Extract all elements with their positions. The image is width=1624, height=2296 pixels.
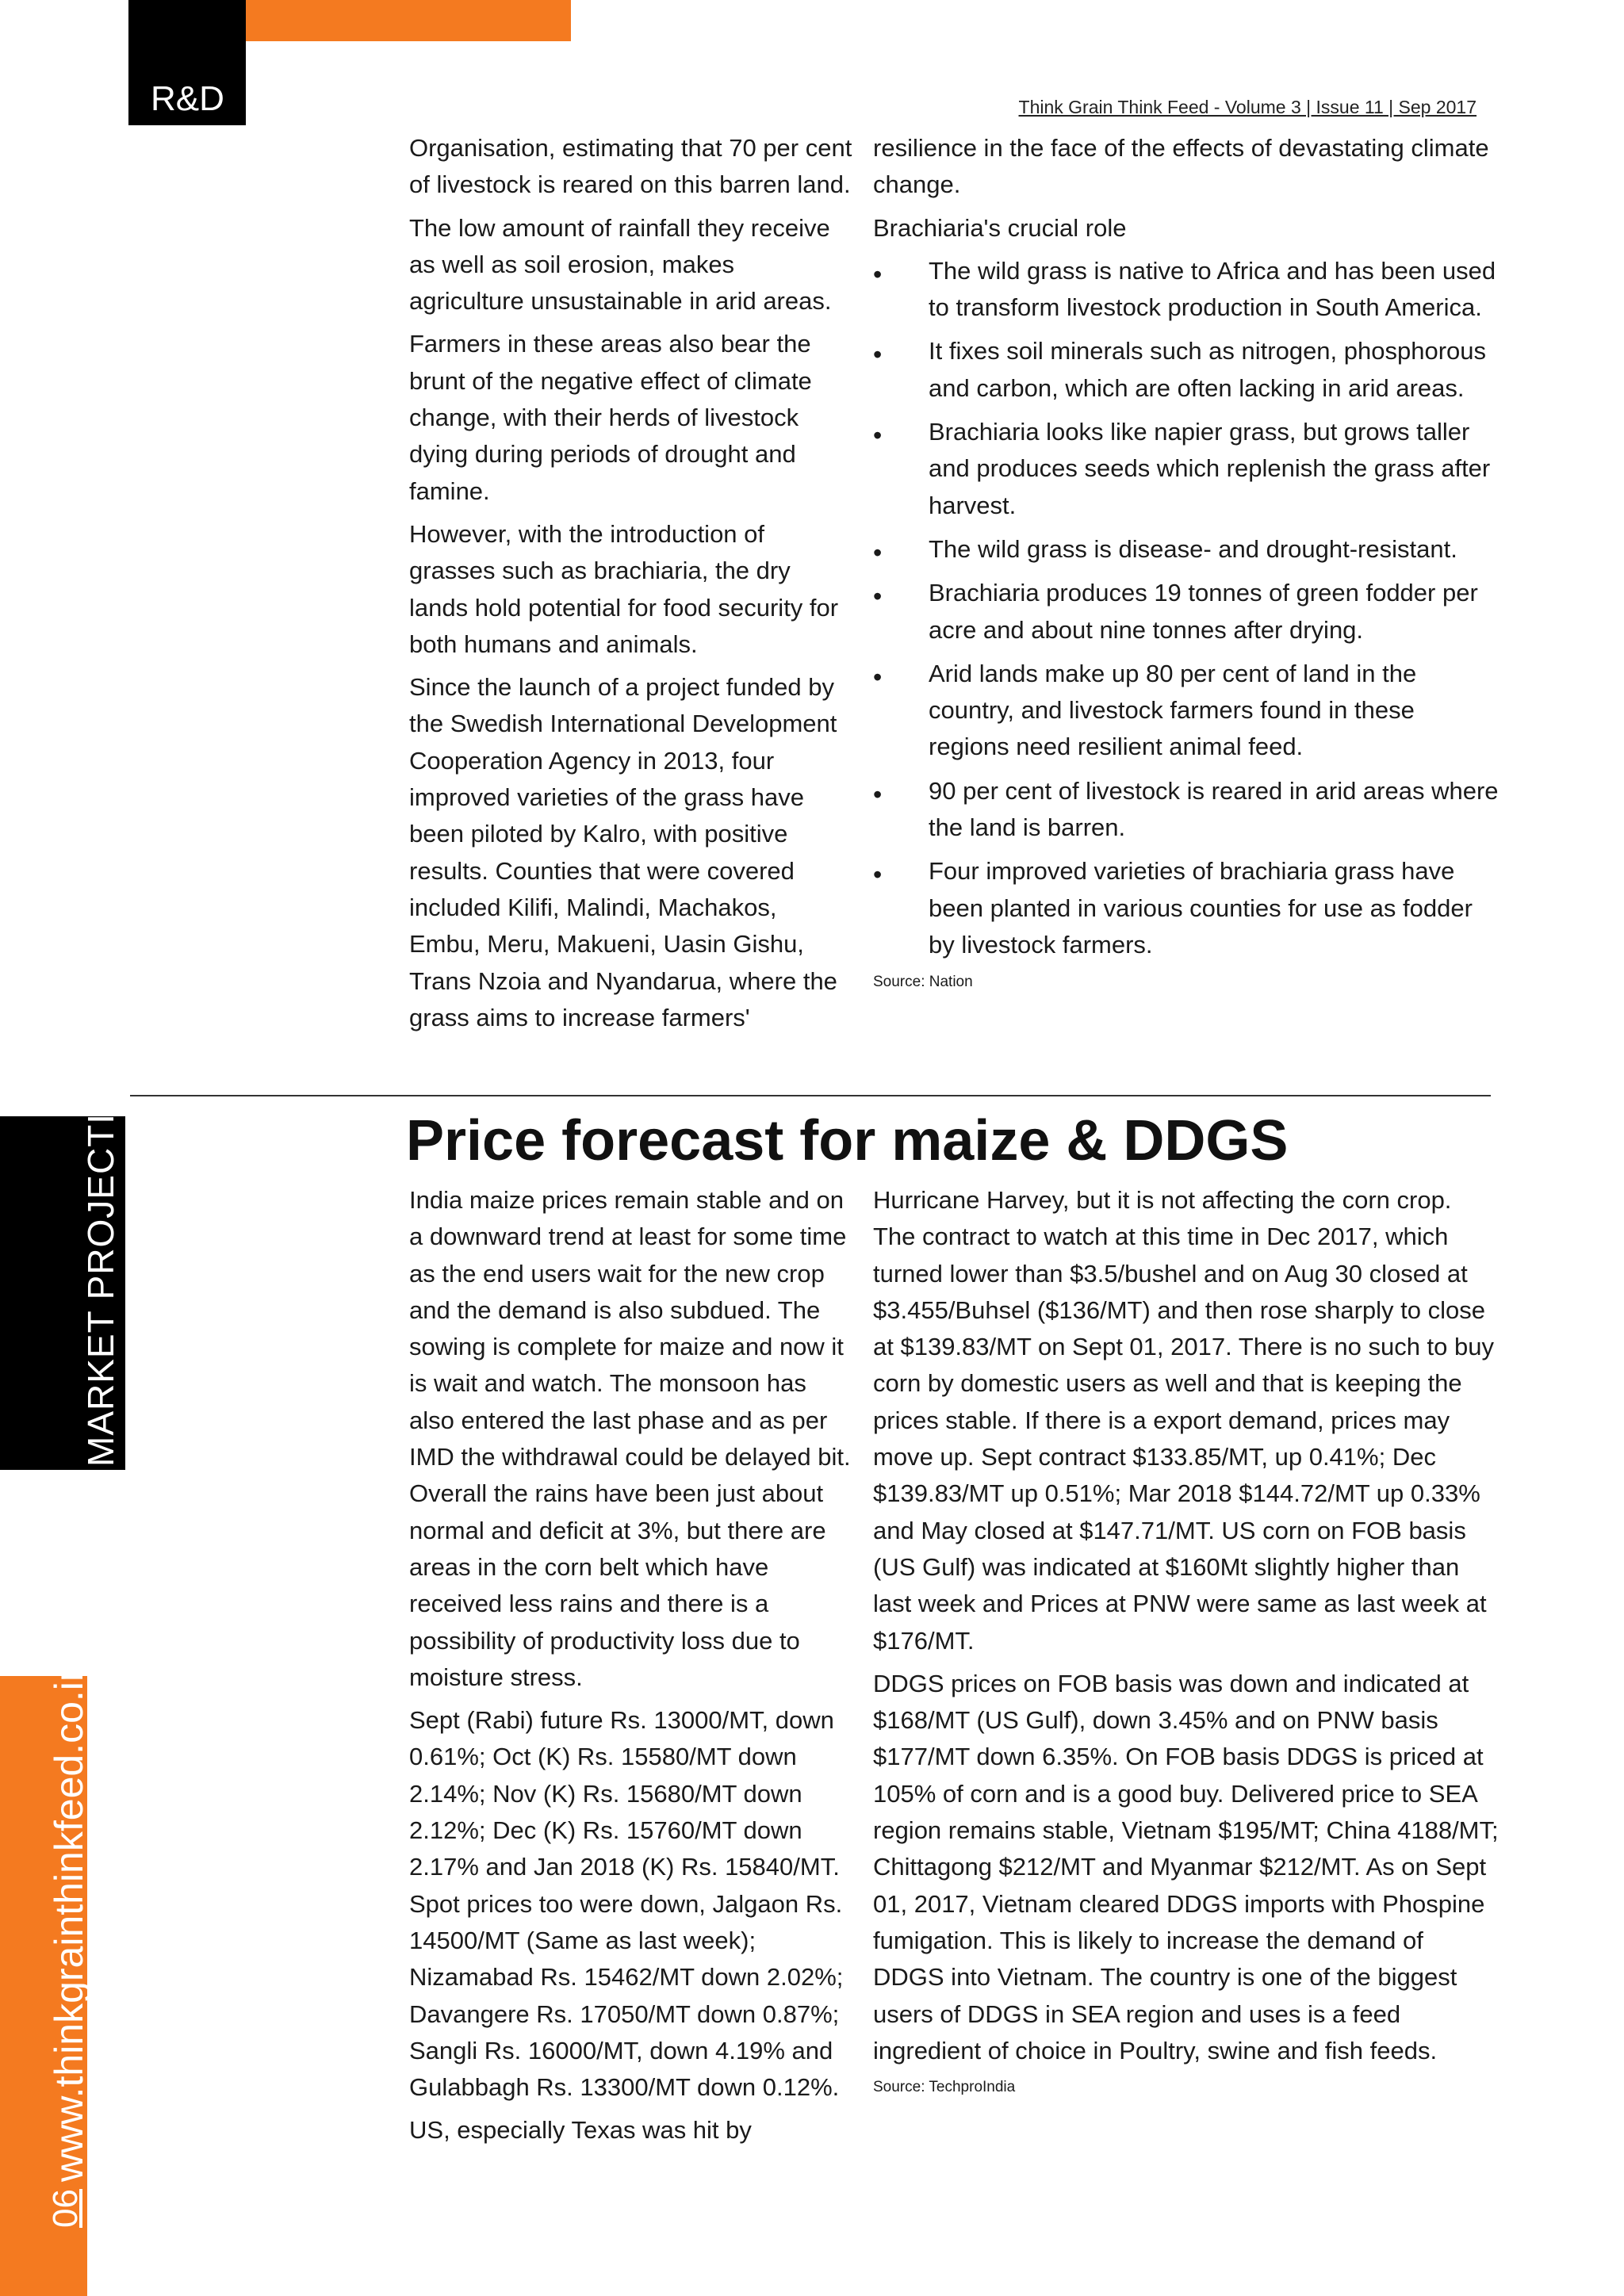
- article1-left-column: [409, 130, 853, 1043]
- issue-header: Think Grain Think Feed - Volume 3 | Issue 11 | Sep 2017: [1018, 97, 1477, 117]
- list-item: • Brachiaria produces 19 tonnes of green fodder per acre and about nine tonnes after drying.: [873, 575, 1500, 649]
- section-divider: [130, 1095, 1491, 1096]
- paragraph: Farmers in these areas also bear the brunt of the negative effect of climate change, with their herds of livestock dying during periods of drought and famine.: [409, 330, 812, 505]
- paragraph: Since the launch of a project funded by the Swedish International Development Cooperation Agency in 2013, four improved varieties of the grass have been piloted by Kalro, with positive results. Counties that were covered included Kilifi, Malindi, Machakos, Embu, Meru, Makueni, Uasin Gishu, Trans Nzoia and Nyandarua, where the grass aims to increase farmers': [409, 673, 837, 1031]
- paragraph: Sept (Rabi) future Rs. 13000/MT, down 0.61%; Oct (K) Rs. 15580/MT down 2.14%; Nov (K) Rs. 15680/MT down 2.12%; Dec (K) Rs. 15760/MT down 2.17% and Jan 2018 (K) Rs. 15840/MT. Spot prices too were down, Jalgaon Rs. 14500/MT (Same as last week); Nizamabad Rs. 15462/MT down 2.02%; Davangere Rs. 17050/MT down 0.87%; Sangli Rs. 16000/MT, down 4.19% and Gulabbagh Rs. 13300/MT down 0.12%.: [409, 1706, 844, 2102]
- section-tab: [128, 0, 246, 125]
- list-item: • Four improved varieties of brachiaria grass have been planted in various counties for use as fodder by livestock farmers.: [873, 853, 1500, 963]
- paragraph: Organisation, estimating that 70 per cent of livestock is reared on this barren land.: [409, 134, 852, 199]
- paragraph: DDGS prices on FOB basis was down and indicated at $168/MT (US Gulf), down 3.45% and on PNW basis $177/MT down 6.35%. On FOB basis DDGS is priced at 105% of corn and is a good buy. Delivered price to SEA region remains stable, Vietnam $195/MT; China 4188/MT; Chittagong $212/MT and Myanmar $212/MT. As on Sept 01, 2017, Vietnam cleared DDGS imports with Phospine fumigation. This is likely to increase the demand of DDGS into Vietnam. The country is one of the biggest users of DDGS in SEA region and uses is a feed ingredient of choice in Poultry, swine and fish feeds.: [873, 1669, 1499, 2064]
- market-projection-label: MARKET PROJECTION: [80, 1056, 121, 1467]
- source-note: Source: TechproIndia: [873, 2079, 1016, 2096]
- paragraph: US, especially Texas was hit by: [409, 2116, 752, 2145]
- article2-left-column: [409, 1182, 853, 2156]
- paragraph: However, with the introduction of grasses such as brachiaria, the dry lands hold potential for food security for both humans and animals.: [409, 519, 839, 658]
- list-item: • The wild grass is disease- and drought-resistant.: [873, 531, 1500, 568]
- paragraph: The low amount of rainfall they receive as well as soil erosion, makes agriculture unsustainable in arid areas.: [409, 213, 832, 316]
- page-number: 06: [46, 2189, 85, 2228]
- list-item: • Brachiaria looks like napier grass, but grows taller and produces seeds which replenish the grass after harvest.: [873, 414, 1500, 524]
- bullet-list: [873, 253, 1500, 963]
- headline: Price forecast for maize & DDGS: [406, 1109, 1289, 1173]
- list-item: • The wild grass is native to Africa and has been used to transform livestock production in South America.: [873, 253, 1500, 327]
- list-item: • Arid lands make up 80 per cent of land in the country, and livestock farmers found in these regions need resilient animal feed.: [873, 656, 1500, 766]
- website-url: www.thinkgrainthinkfeed.co.in: [47, 1659, 91, 2182]
- paragraph: India maize prices remain stable and on a downward trend at least for some time as the end users wait for the new crop and the demand is also subdued. The sowing is complete for maize and now it is wait and watch. The monsoon has also entered the last phase and as per IMD the withdrawal could be delayed bit. Overall the rains have been just about normal and deficit at 3%, but there are areas in the corn belt which have received less rains and there is a possibility of productivity loss due to moisture stress.: [409, 1186, 851, 1691]
- subheading: Brachiaria's crucial role: [873, 213, 1127, 242]
- paragraph: resilience in the face of the effects of devastating climate change.: [873, 134, 1489, 199]
- section-tab-label: R&D: [151, 79, 224, 118]
- list-item: • 90 per cent of livestock is reared in arid areas where the land is barren.: [873, 773, 1500, 847]
- list-item: • It fixes soil minerals such as nitrogen, phosphorous and carbon, which are often lacking in arid areas.: [873, 333, 1500, 407]
- article1-right-column: [873, 130, 1500, 994]
- article2-right-column: [873, 1182, 1500, 2099]
- source-note: Source: Nation: [873, 974, 973, 991]
- paragraph: Hurricane Harvey, but it is not affecting the corn crop. The contract to watch at this time in Dec 2017, which turned lower than $3.5/bushel and on Aug 30 closed at $3.455/Buhsel ($136/MT) and then rose sharply to close at $139.83/MT on Sept 01, 2017. There is no such to buy corn by domestic users as well and that is keeping the prices stable. If there is a export demand, prices may move up. Sept contract $133.85/MT, up 0.41%; Dec $139.83/MT up 0.51%; Mar 2018 $144.72/MT up 0.33% and May closed at $147.71/MT. US corn on FOB basis (US Gulf) was indicated at $160Mt slightly higher than last week and Prices at PNW were same as last week at $176/MT.: [873, 1186, 1494, 1655]
